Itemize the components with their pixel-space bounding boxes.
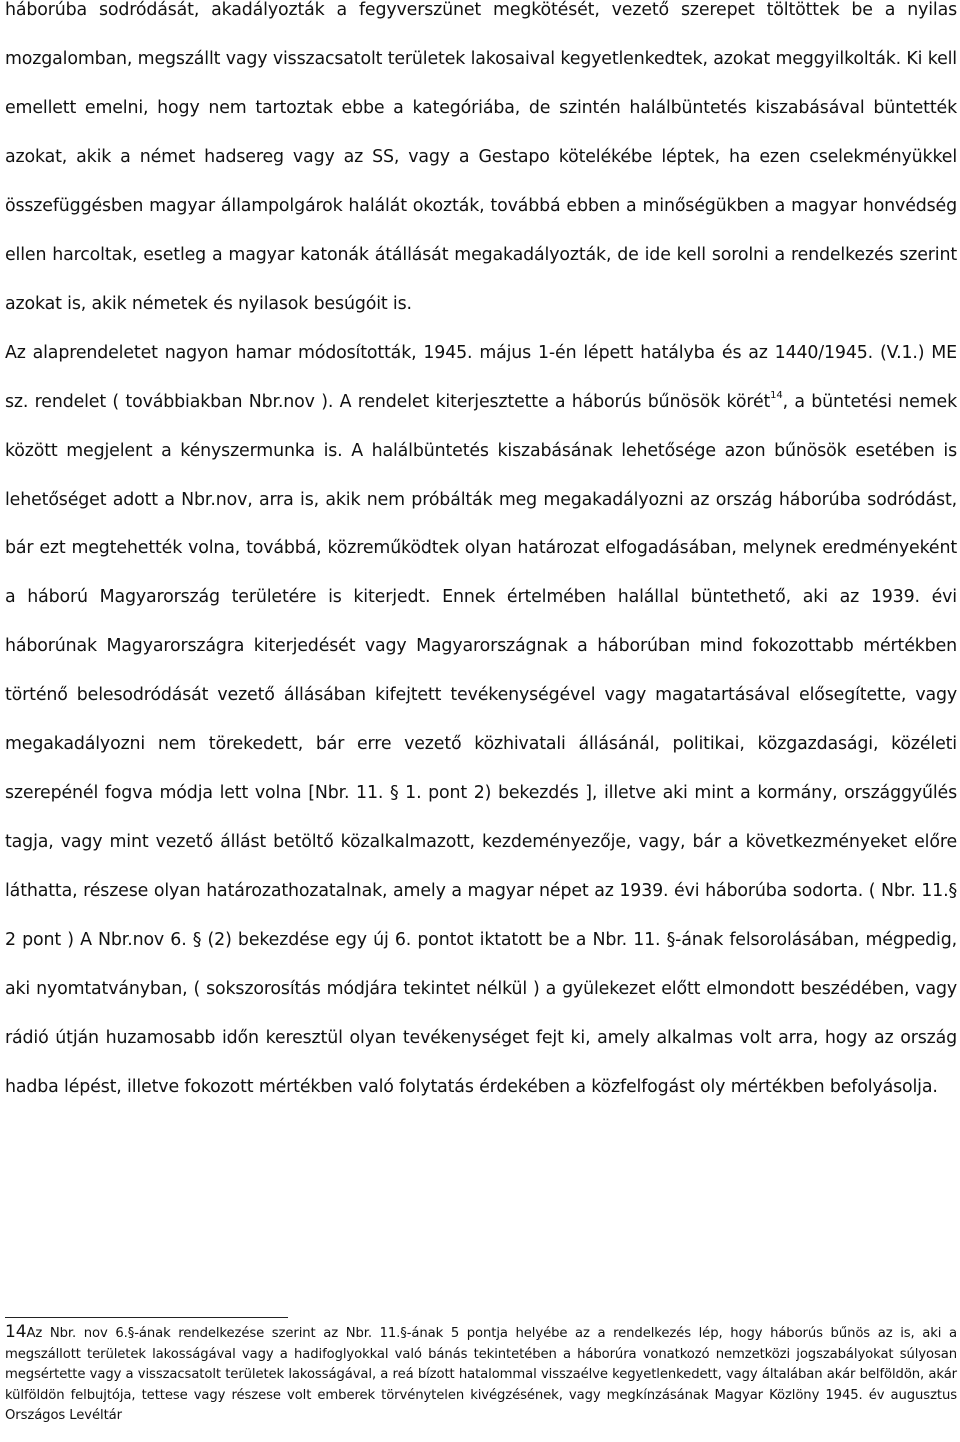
- footnote-text: Az Nbr. nov 6.§-ának rendelkezése szerint az Nbr. 11.§-ának 5 pontja helyébe az a rendelkezés lép, hogy háborús bűnös az is, aki a megszállott területek lakosságával vagy a hadifoglyokkal való bánás tekintetében a háborúra vonatkozó nemzetközi jogszabályokat súlyosan megsértette vagy a visszacsatolt területek lakosságával, a reá bízott hatalommal visszaélve kegyetlenkedett, vagy általában akár belföldön, akár külföldön felbujtója, tettese vagy részese volt emberek törvénytelen kivégzésének, vagy megkínzásának Magyar Közlöny 1945. év augusztus Országos Levéltár: [5, 1326, 957, 1423]
- paragraph-2: [5, 329, 957, 1112]
- footnote-separator: [5, 1317, 288, 1318]
- footnote: [5, 1322, 957, 1427]
- paragraph-2-text-a: Az alaprendeletet nagyon hamar módosították, 1945. május 1-én lépett hatályba és az 1440/1945. (V.1.) ME sz. rendelet ( továbbiakban Nbr.nov ). A rendelet kiterjesztette a háborús bűnösök körét: [5, 342, 957, 412]
- paragraph-1: háborúba sodródását, akadályozták a fegyverszünet megkötését, vezető szerepet töltöttek be a nyilas mozgalomban, megszállt vagy visszacsatolt területek lakosaival kegyetlenkedtek, azokat meggyilkolták. Ki kell emellett emelni, hogy nem tartoztak ebbe a kategóriába, de szintén halálbüntetés kiszabásával büntették azokat, akik a német hadsereg vagy az SS, vagy a Gestapo kötelékébe léptek, ha ezen cselekményükkel összefüggésben magyar állampolgárok halálát okozták, továbbá ebben a minőségükben a magyar honvédség ellen harcoltak, esetleg a magyar katonák átállását megakadályozták, de ide kell sorolni a rendelkezés szerint azokat is, akik németek és nyilasok besúgóit is.: [5, 0, 957, 314]
- main-text: [5, 0, 957, 1112]
- footnote-reference[interactable]: 14: [770, 389, 783, 401]
- paragraph-2-text-b: , a büntetési nemek között megjelent a kényszermunka is. A halálbüntetés kiszabásának lehetősége azon bűnösök esetében is lehetőséget adott a Nbr.nov, arra is, akik nem próbálták meg megakadályozni az ország háborúba sodródást, bár ezt megtehették volna, továbbá, közreműködtek olyan határozat elfogadásában, melynek eredményeként a háború Magyarország területére is kiterjedt. Ennek értelmében halállal büntethető, aki az 1939. évi háborúnak Magyarországra kiterjedését vagy Magyarországnak a háborúban mind fokozottabb mértékben történő belesodródását vezető állásában kifejtett tevékenységével vagy magatartásával elősegítette, vagy megakadályozni nem törekedett, bár erre vezető közhivatali állásánál, politikai, közgazdasági, közéleti szerepénél fogva módja lett volna [Nbr. 11. § 1. pont 2) bekezdés ], illetve aki mint a kormány, országgyűlés tagja, vagy mint vezető állást betöltő közalkalmazott, kezdeményezője, vagy, bár a következményeket előre láthatta, részese olyan határozathozatalnak, amely a magyar népet az 1939. évi háborúba sodorta. ( Nbr. 11.§ 2 pont ) A Nbr.nov 6. § (2) bekezdése egy új 6. pontot iktatott be a Nbr. 11. §-ának felsorolásában, mégpedig, aki nyomtatványban, ( sokszorosítás módjára tekintet nélkül ) a gyülekezet előtt elmondott beszédében, vagy rádió útján huzamosabb időn keresztül olyan tevékenységet fejt ki, amely alkalmas volt arra, hogy az ország hadba lépést, illetve fokozott mértékben való folytatás érdekében a közfelfogást oly mértékben befolyásolja.: [5, 391, 957, 1097]
- footnote-number: 14: [5, 1322, 27, 1342]
